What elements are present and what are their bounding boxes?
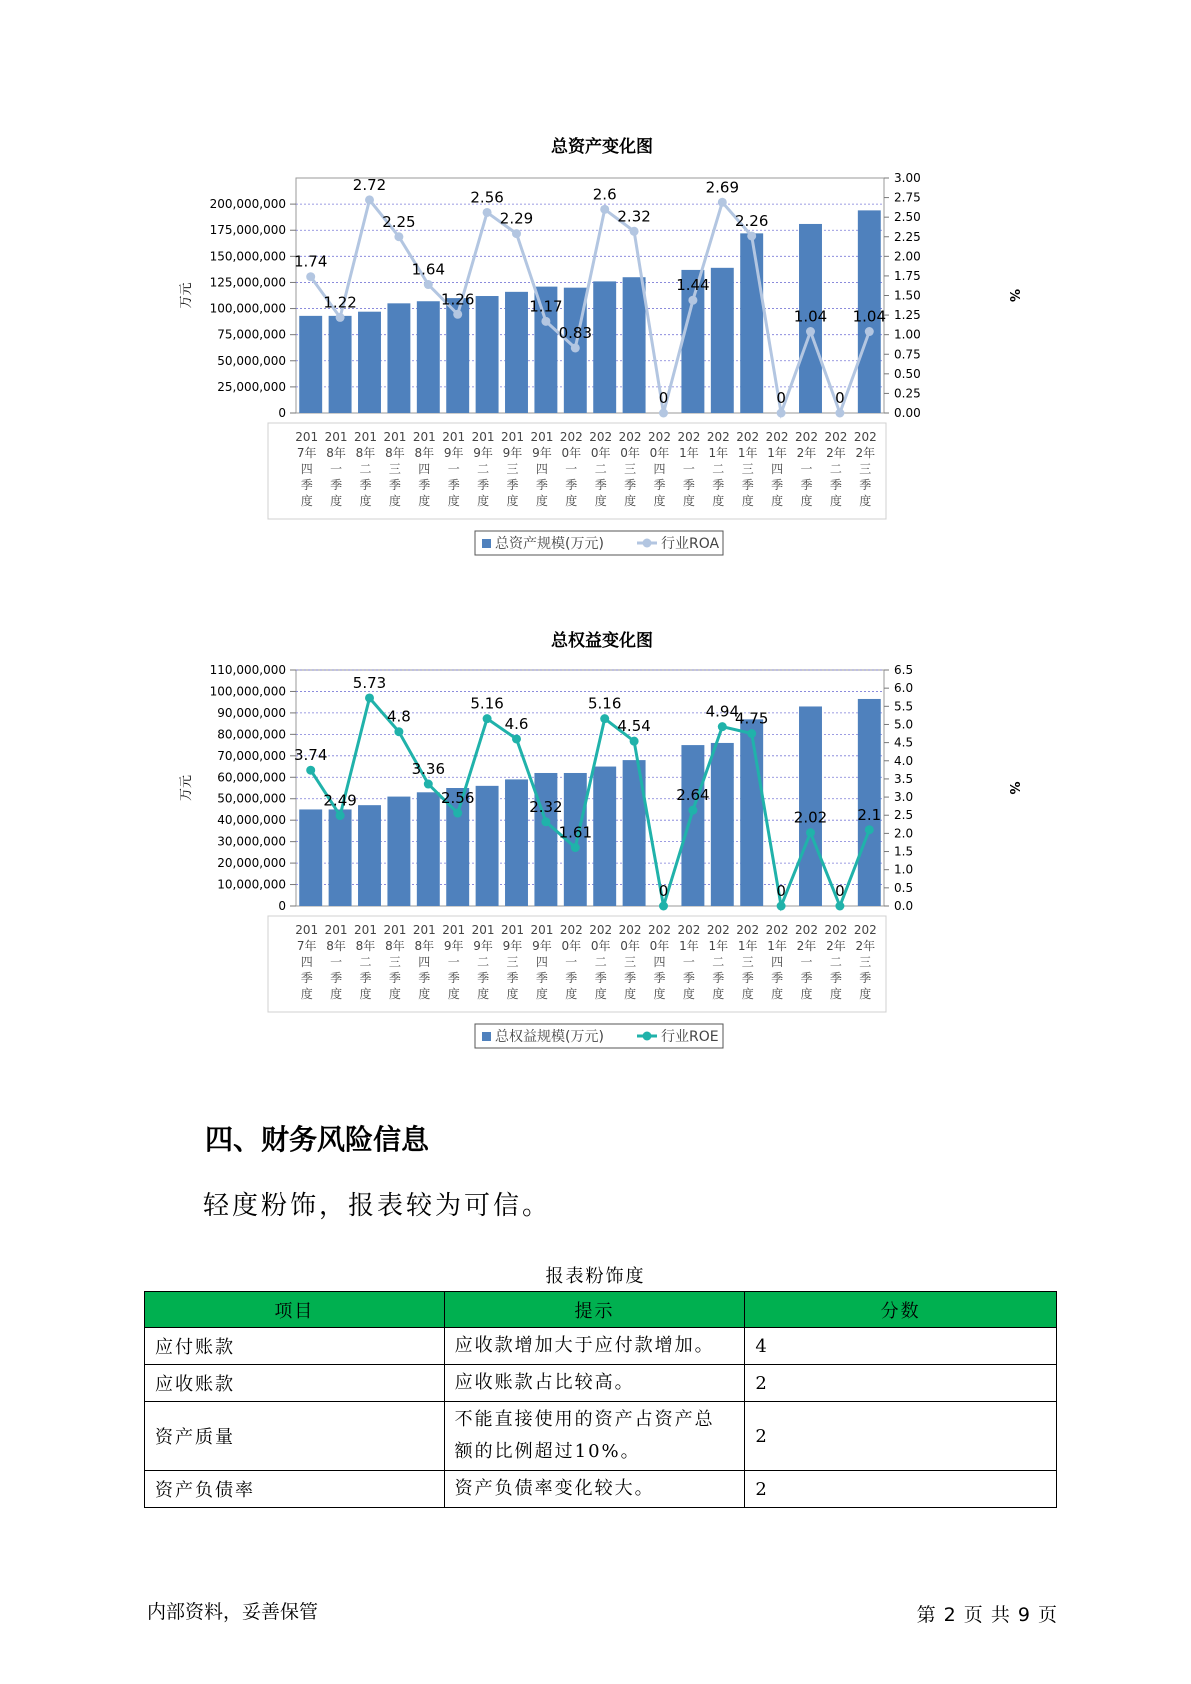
bar	[740, 719, 763, 906]
y-left-tick-label: 175,000,000	[209, 223, 286, 238]
line-point	[394, 727, 403, 736]
category-label: 201 8年一季度	[324, 430, 348, 508]
line-point	[453, 809, 462, 818]
data-label: 4.54	[617, 717, 651, 736]
line-point	[571, 843, 580, 852]
line-point	[571, 343, 580, 352]
data-label: 1.26	[440, 290, 475, 309]
y-right-tick-label: 1.25	[894, 308, 921, 323]
data-label: 0	[835, 389, 845, 407]
cell-item: 资产质量	[145, 1402, 445, 1471]
category-label: 201 8年三季度	[383, 923, 407, 1001]
y-right-axis-label: %	[1006, 288, 1021, 303]
line-point	[336, 811, 345, 820]
data-label: 2.6	[592, 185, 617, 204]
y-right-tick-label: 1.50	[894, 288, 921, 303]
chart-title: 总资产变化图	[551, 137, 653, 157]
bar	[858, 699, 881, 906]
cell-item: 资产负债率	[145, 1471, 445, 1508]
category-label: 202 2年一季度	[795, 923, 818, 1001]
line-point	[630, 227, 639, 236]
y-right-tick-label: 6.0	[894, 681, 914, 696]
total-assets-chart-svg	[0, 130, 1191, 600]
header-hint: 提示	[444, 1292, 745, 1328]
category-label: 201 8年二季度	[354, 430, 377, 508]
bar	[740, 233, 763, 413]
y-left-tick-label: 10,000,000	[217, 877, 286, 892]
table-row	[145, 1471, 1057, 1508]
cell-score: 4	[745, 1328, 1057, 1365]
line-point	[835, 409, 844, 418]
line-point	[336, 313, 345, 322]
y-right-tick-label: 1.5	[894, 844, 914, 859]
data-label: 1.04	[793, 307, 828, 326]
line-point	[806, 327, 815, 336]
line-point	[512, 229, 521, 238]
category-label: 201 8年一季度	[324, 923, 348, 1001]
y-right-tick-label: 2.25	[894, 229, 921, 244]
y-right-tick-label: 5.5	[894, 699, 914, 714]
y-right-tick-label: 2.00	[894, 249, 921, 264]
data-label: 5.16	[470, 694, 504, 713]
bar	[593, 281, 616, 413]
legend-line-marker	[643, 1032, 652, 1041]
y-left-tick-label: 70,000,000	[217, 748, 286, 763]
total-equity-chart-svg	[0, 630, 1191, 1100]
y-left-tick-label: 50,000,000	[217, 791, 286, 806]
y-right-tick-label: 3.0	[894, 790, 914, 805]
data-label: 5.16	[587, 694, 622, 713]
cell-hint: 不能直接使用的资产占资产总额的比例超过10%。	[444, 1402, 745, 1471]
line-point	[718, 722, 727, 731]
data-label: 2.26	[734, 211, 769, 230]
y-left-tick-label: 20,000,000	[217, 856, 286, 871]
line-point	[777, 902, 786, 911]
category-label: 201 9年四季度	[530, 430, 554, 508]
category-label: 201 8年四季度	[412, 430, 436, 508]
line-point	[365, 693, 374, 702]
line-point	[600, 714, 609, 723]
category-label: 202 0年四季度	[648, 923, 671, 1001]
category-label: 202 0年二季度	[589, 923, 613, 1001]
legend-bar-swatch	[482, 539, 491, 548]
category-label: 201 9年三季度	[501, 923, 524, 1001]
line-point	[718, 198, 727, 207]
footer-page-number: 第 2 页 共 9 页	[916, 1604, 1058, 1626]
y-right-tick-label: 4.5	[894, 735, 914, 750]
y-left-tick-label: 100,000,000	[209, 301, 286, 316]
bar	[681, 745, 704, 906]
data-label: 2.72	[352, 175, 387, 194]
category-label: 201 7年四季度	[295, 430, 319, 508]
cell-score: 2	[745, 1402, 1057, 1471]
data-label: 2.1	[857, 805, 882, 824]
y-right-tick-label: 2.5	[894, 808, 914, 823]
y-left-tick-label: 90,000,000	[217, 705, 286, 720]
bar	[329, 809, 352, 906]
legend-line-label: 行业ROE	[661, 1029, 719, 1045]
bar	[417, 301, 440, 413]
category-label: 202 0年三季度	[618, 430, 642, 508]
legend-bar-label: 总资产规模(万元)	[495, 536, 604, 552]
y-right-tick-label: 3.00	[894, 171, 921, 185]
line-point	[365, 195, 374, 204]
line-point	[777, 409, 786, 418]
category-label: 202 0年一季度	[559, 923, 583, 1001]
data-label: 0.83	[558, 323, 593, 342]
line-point	[483, 714, 492, 723]
bar	[358, 805, 381, 906]
data-label: 2.49	[323, 791, 357, 810]
bar	[534, 773, 557, 906]
y-left-tick-label: 0	[278, 406, 286, 420]
category-label: 201 8年四季度	[412, 923, 436, 1001]
footer-confidential: 内部资料，妥善保管	[147, 1601, 319, 1623]
y-right-tick-label: 0.0	[894, 899, 914, 913]
y-right-tick-label: 4.0	[894, 753, 914, 768]
data-label: 2.29	[499, 209, 534, 228]
header-score: 分数	[745, 1292, 1057, 1328]
category-label: 201 9年四季度	[530, 923, 554, 1001]
y-right-tick-label: 1.00	[894, 327, 921, 342]
bar	[799, 706, 822, 906]
table-row	[145, 1365, 1057, 1402]
cell-item: 应付账款	[145, 1328, 445, 1365]
y-left-axis-label: 万元	[179, 282, 194, 309]
legend-line-marker	[643, 539, 652, 548]
line-point	[483, 208, 492, 217]
y-right-tick-label: 0.5	[894, 880, 914, 895]
line-point	[600, 205, 609, 214]
line-point	[806, 828, 815, 837]
y-right-tick-label: 0.25	[894, 386, 921, 401]
chart-title: 总权益变化图	[551, 631, 653, 651]
data-label: 2.32	[617, 207, 651, 226]
data-label: 1.74	[293, 252, 328, 271]
category-label: 202 1年四季度	[765, 923, 789, 1001]
y-right-axis-label: %	[1006, 781, 1021, 795]
data-label: 0	[835, 882, 845, 900]
data-label: 2.69	[705, 178, 740, 197]
line-point	[747, 729, 756, 738]
data-label: 2.25	[382, 212, 416, 231]
bar	[417, 792, 440, 906]
bar	[623, 277, 646, 413]
y-left-tick-label: 200,000,000	[209, 197, 286, 212]
y-left-tick-label: 0	[278, 899, 286, 913]
data-label: 1.44	[676, 276, 710, 295]
category-label: 201 7年四季度	[295, 923, 319, 1001]
data-label: 3.74	[293, 746, 328, 765]
data-label: 2.64	[676, 786, 710, 805]
line-point	[394, 232, 403, 241]
category-label: 202 1年二季度	[706, 923, 730, 1001]
cell-score: 2	[745, 1365, 1057, 1402]
line-point	[306, 766, 315, 775]
bar	[387, 303, 410, 413]
data-label: 1.17	[529, 297, 563, 316]
category-label: 201 9年一季度	[442, 430, 466, 508]
risk-summary: 轻度粉饰，报表较为可信。	[203, 1191, 552, 1221]
category-label: 202 0年一季度	[559, 430, 583, 508]
total-equity-chart	[0, 630, 1191, 1100]
category-label: 202 2年三季度	[853, 430, 877, 508]
data-label: 0	[658, 882, 669, 900]
bar	[299, 809, 322, 906]
section-heading: 四、财务风险信息	[205, 1123, 430, 1156]
y-right-tick-label: 2.50	[894, 210, 921, 225]
data-label: 0	[776, 882, 786, 900]
y-left-axis-label: 万元	[179, 774, 194, 802]
whitewash-table	[144, 1291, 1057, 1508]
data-label: 2.56	[440, 789, 475, 808]
total-assets-chart	[0, 130, 1191, 600]
data-label: 2.02	[793, 808, 828, 827]
category-label: 202 1年三季度	[736, 430, 760, 508]
data-label: 2.56	[470, 188, 504, 207]
table-caption: 报表粉饰度	[545, 1266, 646, 1287]
category-label: 202 0年二季度	[589, 430, 613, 508]
line-point	[659, 902, 668, 911]
line-point	[865, 327, 874, 336]
y-left-tick-label: 25,000,000	[217, 379, 286, 394]
bar	[358, 312, 381, 413]
category-label: 202 2年三季度	[853, 923, 877, 1001]
table-row	[145, 1402, 1057, 1471]
category-label: 201 8年二季度	[354, 923, 377, 1001]
data-label: 4.94	[705, 702, 740, 721]
category-label: 202 0年三季度	[618, 923, 642, 1001]
legend-bar-label: 总权益规模(万元)	[495, 1029, 604, 1045]
line-point	[512, 734, 521, 743]
cell-hint: 应收账款占比较高。	[444, 1365, 745, 1402]
data-label: 0	[776, 389, 786, 407]
category-label: 202 1年一季度	[677, 430, 701, 508]
y-right-tick-label: 3.5	[894, 771, 914, 786]
bar	[505, 292, 528, 413]
cell-item: 应收账款	[145, 1365, 445, 1402]
y-right-tick-label: 5.0	[894, 717, 914, 732]
data-label: 4.8	[386, 707, 411, 726]
table-header-row	[145, 1292, 1057, 1328]
category-label: 202 1年四季度	[765, 430, 789, 508]
bar	[711, 743, 734, 906]
bar	[299, 316, 322, 413]
legend-line-label: 行业ROA	[661, 536, 720, 552]
data-label: 1.61	[558, 823, 593, 842]
line-point	[424, 780, 433, 789]
y-left-tick-label: 40,000,000	[217, 813, 286, 828]
y-right-tick-label: 1.0	[894, 862, 914, 877]
data-label: 1.04	[852, 307, 887, 326]
category-label: 202 2年一季度	[795, 430, 818, 508]
bar	[387, 797, 410, 906]
category-label: 201 9年二季度	[471, 923, 495, 1001]
line-point	[541, 817, 550, 826]
line-point	[865, 825, 874, 834]
y-right-tick-label: 0.75	[894, 347, 921, 362]
y-right-tick-label: 0.50	[894, 366, 921, 381]
bar	[505, 779, 528, 906]
line-point	[688, 296, 697, 305]
cell-score: 2	[745, 1471, 1057, 1508]
y-left-tick-label: 80,000,000	[217, 727, 286, 742]
data-label: 5.73	[352, 673, 387, 692]
y-left-tick-label: 60,000,000	[217, 770, 286, 785]
bar	[476, 786, 499, 906]
header-item: 项目	[145, 1292, 445, 1328]
line-point	[835, 902, 844, 911]
category-label: 201 9年二季度	[471, 430, 495, 508]
data-label: 2.32	[529, 797, 563, 816]
line-point	[630, 737, 639, 746]
y-right-tick-label: 2.0	[894, 826, 914, 841]
bar	[593, 767, 616, 906]
line-point	[541, 317, 550, 326]
category-label: 201 8年三季度	[383, 430, 407, 508]
line-point	[424, 280, 433, 289]
y-left-tick-label: 50,000,000	[217, 353, 286, 368]
line-point	[659, 409, 668, 418]
y-right-tick-label: 6.5	[894, 663, 914, 677]
cell-hint: 应收款增加大于应付款增加。	[444, 1328, 745, 1365]
y-left-tick-label: 100,000,000	[209, 684, 286, 699]
data-label: 3.36	[411, 760, 446, 779]
data-label: 4.6	[504, 714, 529, 733]
data-label: 1.22	[323, 293, 357, 312]
line-point	[453, 310, 462, 319]
category-label: 201 9年一季度	[442, 923, 466, 1001]
bar	[711, 268, 734, 413]
legend-bar-swatch	[482, 1032, 491, 1041]
y-right-tick-label: 2.75	[894, 190, 921, 205]
y-left-tick-label: 125,000,000	[209, 275, 286, 290]
y-left-tick-label: 75,000,000	[217, 327, 286, 342]
cell-hint: 资产负债率变化较大。	[444, 1471, 745, 1508]
bar	[329, 316, 352, 413]
category-label: 202 1年三季度	[736, 923, 760, 1001]
category-label: 202 1年二季度	[706, 430, 730, 508]
y-left-tick-label: 30,000,000	[217, 834, 286, 849]
table-row	[145, 1328, 1057, 1365]
data-label: 4.75	[734, 709, 769, 728]
category-label: 202 1年一季度	[677, 923, 701, 1001]
y-right-tick-label: 1.75	[894, 268, 921, 283]
y-right-tick-label: 0.00	[894, 406, 921, 420]
category-label: 202 0年四季度	[648, 430, 671, 508]
data-label: 1.64	[411, 260, 446, 279]
category-label: 202 2年二季度	[824, 923, 848, 1001]
category-label: 202 2年二季度	[824, 430, 848, 508]
line-point	[688, 806, 697, 815]
bar	[476, 296, 499, 413]
line-point	[306, 272, 315, 281]
category-label: 201 9年三季度	[501, 430, 524, 508]
y-left-tick-label: 150,000,000	[209, 249, 286, 264]
line-point	[747, 231, 756, 240]
data-label: 0	[658, 389, 669, 407]
y-left-tick-label: 110,000,000	[209, 663, 286, 677]
